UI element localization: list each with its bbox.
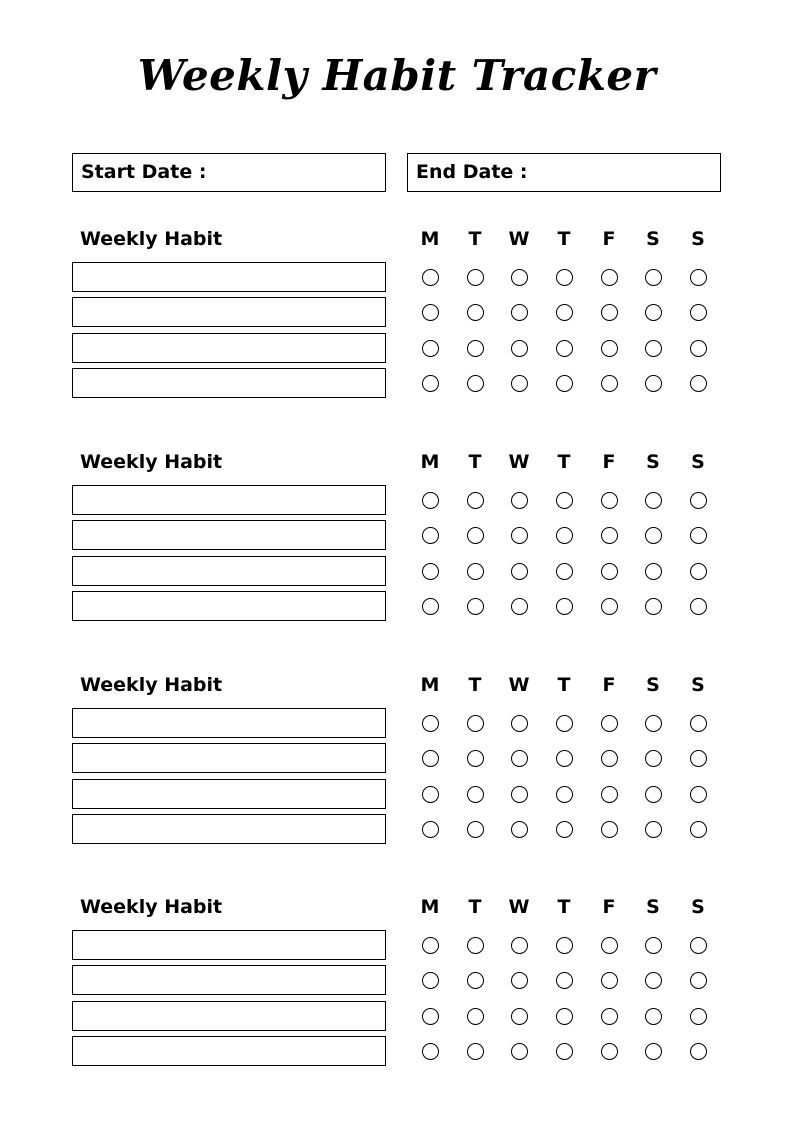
habit-checkbox-circle[interactable] bbox=[467, 598, 484, 615]
habit-checkbox-circle[interactable] bbox=[645, 340, 662, 357]
habit-checkbox-circle[interactable] bbox=[422, 492, 439, 509]
habit-input[interactable] bbox=[72, 520, 386, 550]
habit-checkbox-circle[interactable] bbox=[556, 304, 573, 321]
habit-checkbox-circle[interactable] bbox=[690, 972, 707, 989]
day-header: T bbox=[468, 896, 482, 918]
habit-checkbox-circle[interactable] bbox=[511, 563, 528, 580]
habit-checkbox-circle[interactable] bbox=[422, 972, 439, 989]
habit-checkbox-circle[interactable] bbox=[645, 821, 662, 838]
habit-checkbox-circle[interactable] bbox=[601, 492, 618, 509]
habit-checkbox-circle[interactable] bbox=[422, 1043, 439, 1060]
habit-input[interactable] bbox=[72, 1036, 386, 1066]
habit-checkbox-circle[interactable] bbox=[601, 937, 618, 954]
habit-checkbox-circle[interactable] bbox=[601, 715, 618, 732]
day-header: T bbox=[468, 674, 482, 696]
habit-checkbox-circle[interactable] bbox=[601, 1008, 618, 1025]
habit-checkbox-circle[interactable] bbox=[422, 1008, 439, 1025]
habit-checkbox-circle[interactable] bbox=[422, 821, 439, 838]
day-header: W bbox=[508, 896, 530, 918]
habit-checkbox-circle[interactable] bbox=[422, 715, 439, 732]
habit-input[interactable] bbox=[72, 814, 386, 844]
habit-checkbox-circle[interactable] bbox=[690, 340, 707, 357]
habit-checkbox-circle[interactable] bbox=[690, 492, 707, 509]
habit-checkbox-circle[interactable] bbox=[511, 715, 528, 732]
habit-checkbox-circle[interactable] bbox=[467, 750, 484, 767]
day-header: F bbox=[602, 896, 616, 918]
day-header: F bbox=[602, 674, 616, 696]
day-header: S bbox=[646, 896, 660, 918]
end-date-field[interactable]: End Date : bbox=[407, 153, 721, 192]
day-header: M bbox=[420, 674, 440, 696]
habit-checkbox-circle[interactable] bbox=[645, 563, 662, 580]
habit-checkbox-circle[interactable] bbox=[422, 786, 439, 803]
habit-checkbox-circle[interactable] bbox=[645, 750, 662, 767]
habit-checkbox-circle[interactable] bbox=[467, 563, 484, 580]
day-header: T bbox=[557, 228, 571, 250]
habit-checkbox-circle[interactable] bbox=[601, 972, 618, 989]
habit-checkbox-circle[interactable] bbox=[645, 269, 662, 286]
habit-input[interactable] bbox=[72, 556, 386, 586]
day-header: S bbox=[691, 228, 705, 250]
day-header: F bbox=[602, 228, 616, 250]
habit-checkbox-circle[interactable] bbox=[556, 598, 573, 615]
habit-checkbox-circle[interactable] bbox=[601, 304, 618, 321]
habit-checkbox-circle[interactable] bbox=[511, 1008, 528, 1025]
habit-input[interactable] bbox=[72, 930, 386, 960]
habit-checkbox-circle[interactable] bbox=[690, 750, 707, 767]
day-header: S bbox=[691, 451, 705, 473]
habit-checkbox-circle[interactable] bbox=[422, 527, 439, 544]
habit-checkbox-circle[interactable] bbox=[556, 937, 573, 954]
habit-checkbox-circle[interactable] bbox=[645, 492, 662, 509]
day-header: F bbox=[602, 451, 616, 473]
habit-checkbox-circle[interactable] bbox=[556, 563, 573, 580]
habit-checkbox-circle[interactable] bbox=[467, 527, 484, 544]
habit-checkbox-circle[interactable] bbox=[690, 1043, 707, 1060]
day-header: M bbox=[420, 451, 440, 473]
habit-checkbox-circle[interactable] bbox=[467, 715, 484, 732]
section-label: Weekly Habit bbox=[80, 451, 223, 473]
habit-section bbox=[0, 672, 794, 852]
habit-checkbox-circle[interactable] bbox=[422, 269, 439, 286]
habit-checkbox-circle[interactable] bbox=[422, 598, 439, 615]
habit-checkbox-circle[interactable] bbox=[467, 1043, 484, 1060]
day-header: T bbox=[468, 451, 482, 473]
habit-checkbox-circle[interactable] bbox=[601, 563, 618, 580]
habit-input[interactable] bbox=[72, 743, 386, 773]
habit-checkbox-circle[interactable] bbox=[690, 304, 707, 321]
habit-checkbox-circle[interactable] bbox=[556, 1043, 573, 1060]
habit-input[interactable] bbox=[72, 779, 386, 809]
habit-checkbox-circle[interactable] bbox=[467, 269, 484, 286]
habit-section bbox=[0, 449, 794, 629]
habit-checkbox-circle[interactable] bbox=[511, 492, 528, 509]
habit-input[interactable] bbox=[72, 368, 386, 398]
habit-checkbox-circle[interactable] bbox=[556, 821, 573, 838]
habit-checkbox-circle[interactable] bbox=[690, 821, 707, 838]
section-label: Weekly Habit bbox=[80, 674, 223, 696]
habit-checkbox-circle[interactable] bbox=[511, 750, 528, 767]
habit-checkbox-circle[interactable] bbox=[556, 375, 573, 392]
habit-checkbox-circle[interactable] bbox=[422, 750, 439, 767]
habit-checkbox-circle[interactable] bbox=[556, 972, 573, 989]
habit-checkbox-circle[interactable] bbox=[422, 375, 439, 392]
habit-checkbox-circle[interactable] bbox=[467, 937, 484, 954]
habit-input[interactable] bbox=[72, 262, 386, 292]
habit-checkbox-circle[interactable] bbox=[467, 375, 484, 392]
habit-input[interactable] bbox=[72, 333, 386, 363]
habit-checkbox-circle[interactable] bbox=[690, 375, 707, 392]
habit-checkbox-circle[interactable] bbox=[467, 340, 484, 357]
day-header: W bbox=[508, 228, 530, 250]
habit-checkbox-circle[interactable] bbox=[511, 269, 528, 286]
habit-checkbox-circle[interactable] bbox=[556, 750, 573, 767]
habit-checkbox-circle[interactable] bbox=[467, 786, 484, 803]
habit-checkbox-circle[interactable] bbox=[556, 269, 573, 286]
day-header: S bbox=[646, 228, 660, 250]
habit-checkbox-circle[interactable] bbox=[645, 1008, 662, 1025]
habit-checkbox-circle[interactable] bbox=[467, 1008, 484, 1025]
day-header: W bbox=[508, 451, 530, 473]
habit-checkbox-circle[interactable] bbox=[511, 598, 528, 615]
habit-input[interactable] bbox=[72, 708, 386, 738]
start-date-field[interactable]: Start Date : bbox=[72, 153, 386, 192]
habit-input[interactable] bbox=[72, 965, 386, 995]
habit-checkbox-circle[interactable] bbox=[601, 821, 618, 838]
habit-input[interactable] bbox=[72, 591, 386, 621]
section-label: Weekly Habit bbox=[80, 228, 223, 250]
habit-checkbox-circle[interactable] bbox=[511, 304, 528, 321]
habit-checkbox-circle[interactable] bbox=[601, 750, 618, 767]
habit-checkbox-circle[interactable] bbox=[690, 598, 707, 615]
habit-input[interactable] bbox=[72, 297, 386, 327]
habit-section bbox=[0, 894, 794, 1074]
day-header: S bbox=[691, 896, 705, 918]
habit-checkbox-circle[interactable] bbox=[556, 715, 573, 732]
habit-checkbox-circle[interactable] bbox=[511, 786, 528, 803]
habit-checkbox-circle[interactable] bbox=[645, 527, 662, 544]
day-header: T bbox=[557, 896, 571, 918]
day-header: S bbox=[646, 674, 660, 696]
page-title: Weekly Habit Tracker bbox=[137, 51, 657, 100]
habit-checkbox-circle[interactable] bbox=[645, 786, 662, 803]
habit-checkbox-circle[interactable] bbox=[645, 972, 662, 989]
habit-checkbox-circle[interactable] bbox=[511, 937, 528, 954]
habit-checkbox-circle[interactable] bbox=[690, 269, 707, 286]
habit-checkbox-circle[interactable] bbox=[511, 821, 528, 838]
habit-checkbox-circle[interactable] bbox=[690, 715, 707, 732]
habit-checkbox-circle[interactable] bbox=[601, 1043, 618, 1060]
habit-checkbox-circle[interactable] bbox=[601, 527, 618, 544]
day-header: M bbox=[420, 896, 440, 918]
day-header: M bbox=[420, 228, 440, 250]
habit-checkbox-circle[interactable] bbox=[645, 375, 662, 392]
habit-checkbox-circle[interactable] bbox=[511, 527, 528, 544]
habit-checkbox-circle[interactable] bbox=[645, 937, 662, 954]
day-header: T bbox=[468, 228, 482, 250]
habit-checkbox-circle[interactable] bbox=[601, 786, 618, 803]
habit-checkbox-circle[interactable] bbox=[556, 1008, 573, 1025]
day-header: W bbox=[508, 674, 530, 696]
habit-checkbox-circle[interactable] bbox=[690, 527, 707, 544]
habit-checkbox-circle[interactable] bbox=[601, 375, 618, 392]
habit-checkbox-circle[interactable] bbox=[690, 563, 707, 580]
habit-checkbox-circle[interactable] bbox=[645, 715, 662, 732]
habit-checkbox-circle[interactable] bbox=[556, 340, 573, 357]
habit-checkbox-circle[interactable] bbox=[556, 786, 573, 803]
habit-checkbox-circle[interactable] bbox=[511, 972, 528, 989]
day-header: T bbox=[557, 451, 571, 473]
habit-checkbox-circle[interactable] bbox=[645, 1043, 662, 1060]
habit-checkbox-circle[interactable] bbox=[690, 1008, 707, 1025]
habit-checkbox-circle[interactable] bbox=[645, 304, 662, 321]
habit-checkbox-circle[interactable] bbox=[422, 937, 439, 954]
day-header: T bbox=[557, 674, 571, 696]
habit-checkbox-circle[interactable] bbox=[467, 821, 484, 838]
habit-checkbox-circle[interactable] bbox=[467, 972, 484, 989]
habit-checkbox-circle[interactable] bbox=[422, 563, 439, 580]
habit-checkbox-circle[interactable] bbox=[422, 340, 439, 357]
habit-checkbox-circle[interactable] bbox=[690, 937, 707, 954]
habit-checkbox-circle[interactable] bbox=[511, 1043, 528, 1060]
habit-input[interactable] bbox=[72, 1001, 386, 1031]
habit-checkbox-circle[interactable] bbox=[511, 375, 528, 392]
habit-checkbox-circle[interactable] bbox=[467, 304, 484, 321]
day-header: S bbox=[646, 451, 660, 473]
habit-checkbox-circle[interactable] bbox=[690, 786, 707, 803]
section-label: Weekly Habit bbox=[80, 896, 223, 918]
habit-checkbox-circle[interactable] bbox=[422, 304, 439, 321]
habit-input[interactable] bbox=[72, 485, 386, 515]
habit-section bbox=[0, 226, 794, 406]
habit-checkbox-circle[interactable] bbox=[601, 269, 618, 286]
habit-checkbox-circle[interactable] bbox=[556, 527, 573, 544]
habit-checkbox-circle[interactable] bbox=[645, 598, 662, 615]
habit-checkbox-circle[interactable] bbox=[601, 340, 618, 357]
habit-checkbox-circle[interactable] bbox=[601, 598, 618, 615]
habit-checkbox-circle[interactable] bbox=[467, 492, 484, 509]
habit-checkbox-circle[interactable] bbox=[556, 492, 573, 509]
habit-checkbox-circle[interactable] bbox=[511, 340, 528, 357]
day-header: S bbox=[691, 674, 705, 696]
